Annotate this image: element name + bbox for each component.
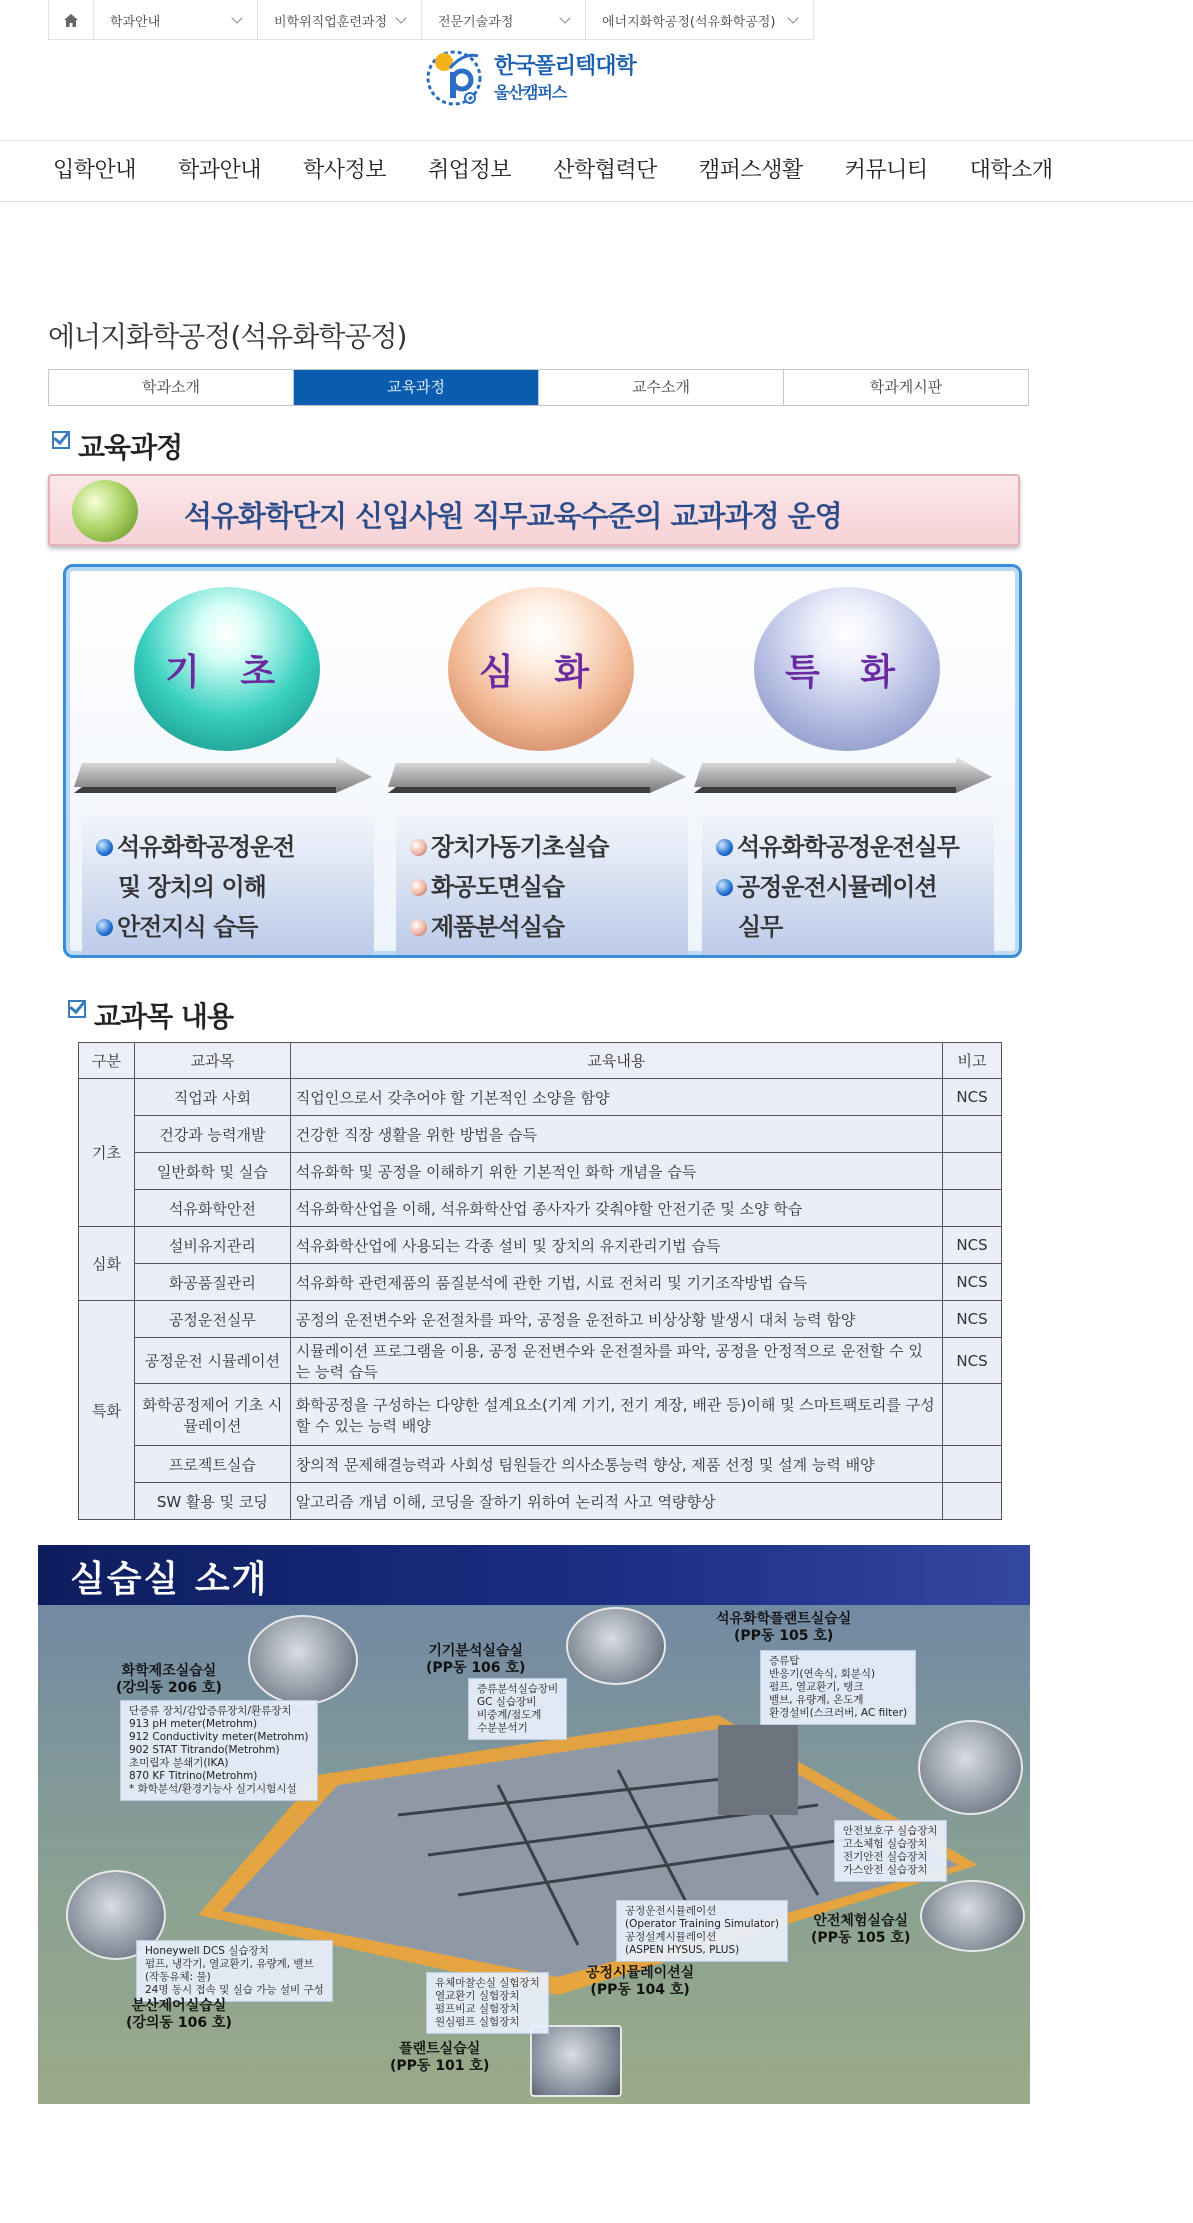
checkbox-icon <box>68 1000 86 1018</box>
tab-board[interactable]: 학과게시판 <box>869 378 943 396</box>
main-nav <box>0 140 1193 202</box>
level-special <box>694 587 992 943</box>
level-sphere: 기 초 <box>134 587 320 751</box>
lab-room-equipment: 안전보호구 실습장치 고소체험 실습장치 전기안전 실습장치 가스안전 실습장치 <box>834 1820 947 1882</box>
tab-professors[interactable]: 교수소개 <box>539 370 784 405</box>
table-row <box>79 1446 1002 1483</box>
breadcrumb-label: 에너지화학공정(석유화학공정) <box>602 14 776 30</box>
lab-photo <box>248 1615 358 1705</box>
content-cell: 석유화학 및 공정을 이해하기 위한 기본적인 화학 개념을 습득 <box>290 1153 942 1190</box>
subject-cell: SW 활용 및 코딩 <box>134 1483 290 1520</box>
level-sphere: 심 화 <box>448 587 634 751</box>
content-cell: 공정의 운전변수와 운전절차를 파악, 공정을 운전하고 비상상황 발생시 대처 능력 함양 <box>290 1301 942 1338</box>
table-row <box>79 1338 1002 1384</box>
content-cell: 석유화학산업을 이해, 석유화학산업 종사자가 갖춰야할 안전기준 및 소양 학습 <box>290 1190 942 1227</box>
lab-photo <box>530 2025 622 2097</box>
chevron-down-icon <box>559 12 570 23</box>
desc-line: 화공도면실습 <box>410 867 678 907</box>
breadcrumb <box>48 0 814 40</box>
table-row <box>79 1301 1002 1338</box>
note-cell: NCS <box>943 1301 1002 1338</box>
chevron-down-icon <box>787 12 798 23</box>
nav-item-employment[interactable]: 취업정보 <box>428 158 512 183</box>
column-header: 비고 <box>943 1043 1002 1079</box>
table-row <box>79 1079 1002 1116</box>
lab-room-label: 안전체험실습실 (PP동 105 호) <box>811 1913 911 1946</box>
subject-cell: 공정운전 시뮬레이션 <box>134 1338 290 1384</box>
nav-item-industry[interactable]: 산학협력단 <box>553 158 657 183</box>
nav-item-departments[interactable]: 학과안내 <box>178 158 262 183</box>
arrow-right-icon <box>694 757 994 793</box>
lab-room-equipment: 공정운전시뮬레이션 (Operator Training Simulator) 공정설계시뮬레이션 (ASPEN HYSUS, PLUS) <box>616 1900 788 1962</box>
level-sphere: 특 화 <box>754 587 940 751</box>
content-cell: 건강한 직장 생활을 위한 방법을 습득 <box>290 1116 942 1153</box>
desc-line: 실무 <box>738 913 783 941</box>
table-row <box>79 1264 1002 1301</box>
desc-line: 및 장치의 이해 <box>118 873 266 901</box>
nav-item-community[interactable]: 커뮤니티 <box>844 158 928 183</box>
lab-room-label: 공정시뮬레이션실 (PP동 104 호) <box>586 1965 695 1998</box>
table-row <box>79 1153 1002 1190</box>
bullet-icon <box>96 839 113 856</box>
level-description <box>702 805 994 955</box>
note-cell: NCS <box>943 1338 1002 1384</box>
group-cell: 기초 <box>79 1079 135 1227</box>
lab-room-label: 분산제어실습실 (강의동 106 호) <box>126 1998 232 2031</box>
lab-room-equipment: Honeywell DCS 실습장치 펌프, 냉각기, 열교환기, 유량계, 밸브 (작동유체: 물) 24명 동시 접속 및 실습 가능 설비 구성 <box>136 1940 333 2002</box>
page-title: 에너지화학공정(석유화학공정) <box>48 320 407 353</box>
desc-line: 석유화학공정운전실무 <box>716 827 984 867</box>
lab-title: 실습실 소개 <box>70 1559 269 1600</box>
table-header-row <box>79 1043 1002 1079</box>
curriculum-levels-panel <box>63 564 1022 958</box>
home-button[interactable] <box>48 0 94 40</box>
logo-campus: 울산캠퍼스 <box>494 83 567 102</box>
breadcrumb-item-course[interactable] <box>422 0 586 40</box>
content-cell: 창의적 문제해결능력과 사회성 팀원들간 의사소통능력 향상, 제품 선정 및 설계 능력 배양 <box>290 1446 942 1483</box>
note-cell <box>943 1384 1002 1446</box>
note-cell <box>943 1153 1002 1190</box>
curriculum-banner <box>48 474 1020 546</box>
subject-cell: 공정운전실무 <box>134 1301 290 1338</box>
level-basic <box>74 587 372 943</box>
arrow-right-icon <box>74 757 374 793</box>
section-title: 교육과정 <box>78 431 183 464</box>
breadcrumb-item-course-type[interactable] <box>258 0 422 40</box>
nav-item-about[interactable]: 대학소개 <box>969 158 1053 183</box>
column-header: 교육내용 <box>290 1043 942 1079</box>
subject-cell: 건강과 능력개발 <box>134 1116 290 1153</box>
breadcrumb-label: 비학위직업훈련과정 <box>274 14 388 30</box>
tab-curriculum[interactable]: 교육과정 <box>294 370 539 405</box>
lab-room-equipment: 단증류 장치/감압증류장치/환류장치 913 pH meter(Metrohm) 912 Conductivity meter(Metrohm) 902 STAT Titrando(Metrohm) 초미립자 분쇄기(IKA) 870 KF Titrino(Metrohm) * 화학분석/환경기능사 실기시험시설 <box>120 1700 318 1801</box>
bullet-icon <box>410 919 427 936</box>
content-cell: 화학공정을 구성하는 다양한 설계요소(기계 기기, 전기 계장, 배관 등)이해 및 스마트팩토리를 구성 할 수 있는 능력 배양 <box>290 1384 942 1446</box>
lab-room-label: 플랜트실습실 (PP동 101 호) <box>390 2041 490 2074</box>
dept-tabs <box>48 369 1029 406</box>
bullet-icon <box>716 879 733 896</box>
bullet-icon <box>96 919 113 936</box>
desc-line: 안전지식 습득 <box>96 907 364 947</box>
logo-name: 한국폴리텍대학 <box>494 54 636 79</box>
lab-room-equipment: 증류분석실습장비 GC 실습장비 비중계/점도계 수분분석기 <box>468 1678 567 1740</box>
subject-cell: 일반화학 및 실습 <box>134 1153 290 1190</box>
content-cell: 알고리즘 개념 이해, 코딩을 잘하기 위하여 논리적 사고 역량향상 <box>290 1483 942 1520</box>
banner-text: 석유화학단지 신입사원 직무교육수준의 교과과정 운영 <box>184 499 842 533</box>
level-advanced <box>388 587 686 943</box>
note-cell: NCS <box>943 1264 1002 1301</box>
home-icon <box>64 14 78 27</box>
subject-cell: 직업과 사회 <box>134 1079 290 1116</box>
bullet-icon <box>410 839 427 856</box>
lab-room-equipment: 유체마찰손실 실험장치 열교환기 실험장치 펌프비교 실험장치 원심펌프 실험장치 <box>426 1972 549 2034</box>
bullet-icon <box>410 879 427 896</box>
nav-item-academics[interactable]: 학사정보 <box>303 158 387 183</box>
desc-line: 장치가동기초실습 <box>410 827 678 867</box>
arrow-right-icon <box>388 757 688 793</box>
lab-intro-image <box>38 1545 1030 2104</box>
content-cell: 직업인으로서 갖추어야 할 기본적인 소양을 함양 <box>290 1079 942 1116</box>
orb-icon <box>72 480 138 542</box>
chevron-down-icon <box>231 12 242 23</box>
desc-line: 제품분석실습 <box>410 907 678 947</box>
subject-cell: 설비유지관리 <box>134 1227 290 1264</box>
note-cell: NCS <box>943 1227 1002 1264</box>
desc-line: 공정운전시뮬레이션 <box>716 867 984 907</box>
table-row <box>79 1116 1002 1153</box>
section-heading-subjects <box>68 995 233 1035</box>
content-cell: 석유화학산업에 사용되는 각종 설비 및 장치의 유지관리기법 습득 <box>290 1227 942 1264</box>
note-cell: NCS <box>943 1079 1002 1116</box>
level-description <box>396 805 688 955</box>
nav-item-campus-life[interactable]: 캠퍼스생활 <box>698 158 803 183</box>
column-header: 교과목 <box>134 1043 290 1079</box>
column-header: 구분 <box>79 1043 135 1079</box>
table-row <box>79 1483 1002 1520</box>
table-row <box>79 1384 1002 1446</box>
bullet-icon <box>716 839 733 856</box>
section-title: 교과목 내용 <box>94 1000 233 1033</box>
breadcrumb-label: 전문기술과정 <box>438 14 514 30</box>
table-row <box>79 1227 1002 1264</box>
desc-line: 석유화학공정운전 <box>96 827 364 867</box>
lab-photo <box>918 1720 1023 1815</box>
subject-cell: 석유화학안전 <box>134 1190 290 1227</box>
subject-cell: 프로젝트실습 <box>134 1446 290 1483</box>
course-table <box>78 1042 1002 1520</box>
group-cell: 심화 <box>79 1227 135 1301</box>
level-description <box>82 805 374 955</box>
lab-room-label: 석유화학플랜트실습실 (PP동 105 호) <box>716 1611 852 1644</box>
breadcrumb-label: 학과안내 <box>110 14 161 30</box>
tab-intro[interactable]: 학과소개 <box>49 370 294 405</box>
note-cell <box>943 1116 1002 1153</box>
group-cell: 특화 <box>79 1301 135 1520</box>
lab-room-label: 화학제조실습실 (강의동 206 호) <box>116 1663 222 1696</box>
content-cell: 시뮬레이션 프로그램을 이용, 공정 운전변수와 운전절차를 파악, 공정을 안정적으로 운전할 수 있는 능력 습득 <box>290 1338 942 1384</box>
table-row <box>79 1190 1002 1227</box>
content-cell: 석유화학 관련제품의 품질분석에 관한 기법, 시료 전처리 및 기기조작방법 습득 <box>290 1264 942 1301</box>
lab-room-equipment: 증류탑 반응기(연속식, 회분식) 펌프, 열교환기, 탱크 밸브, 유량계, 온도계 환경설비(스크러버, AC filter) <box>760 1650 916 1725</box>
note-cell <box>943 1446 1002 1483</box>
lab-header <box>38 1545 1030 1605</box>
lab-room-label: 기기분석실습실 (PP동 106 호) <box>426 1643 526 1676</box>
note-cell <box>943 1483 1002 1520</box>
checkbox-icon <box>52 431 70 449</box>
subject-cell: 화학공정제어 기초 시뮬레이션 <box>134 1384 290 1446</box>
site-logo[interactable] <box>420 40 650 112</box>
chevron-down-icon <box>395 12 406 23</box>
lab-photo <box>566 1607 666 1685</box>
logo-icon <box>420 42 494 110</box>
note-cell <box>943 1190 1002 1227</box>
subject-cell: 화공품질관리 <box>134 1264 290 1301</box>
breadcrumb-item-dept[interactable] <box>94 0 258 40</box>
nav-item-admission[interactable]: 입학안내 <box>53 158 137 183</box>
breadcrumb-item-program[interactable] <box>586 0 814 40</box>
section-heading-curriculum <box>52 426 182 466</box>
lab-photo <box>920 1880 1025 1952</box>
